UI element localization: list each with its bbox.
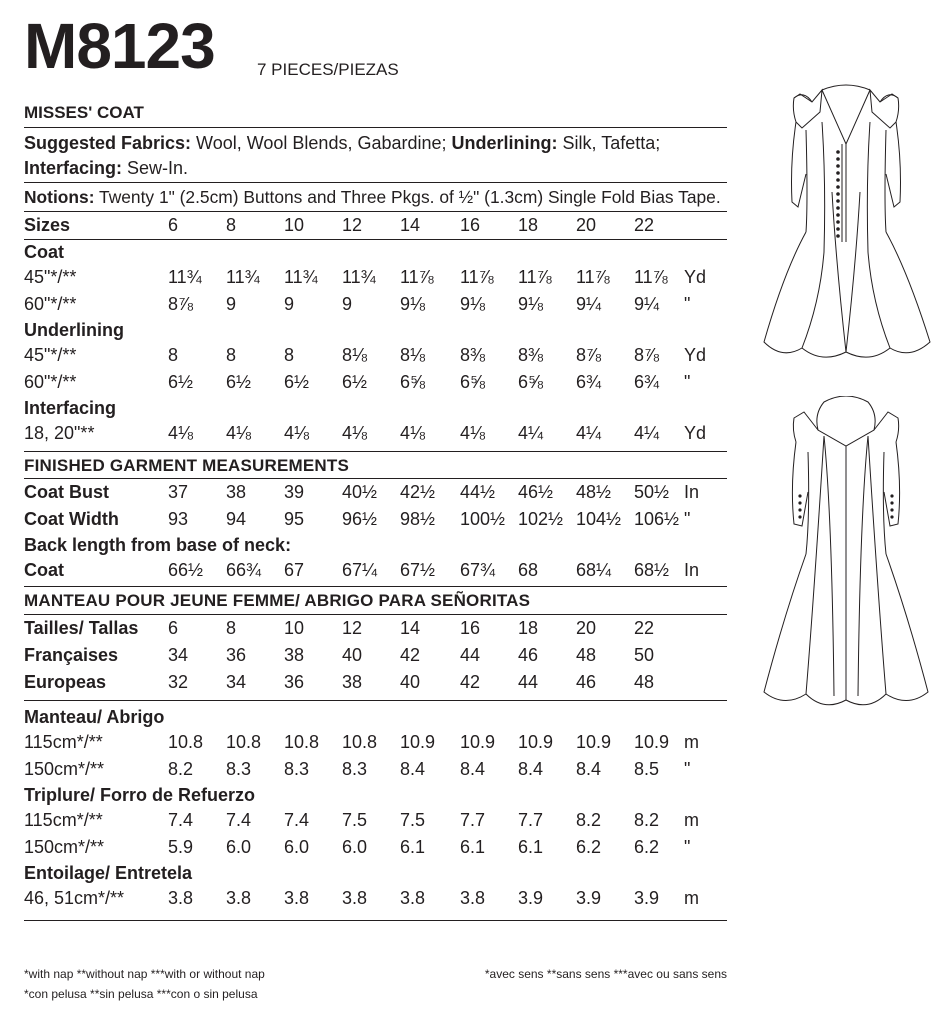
table-cell: 10.9 (518, 732, 554, 752)
table-cell: 6.0 (226, 837, 252, 857)
table-cell: 8 (226, 215, 237, 235)
row-label: Tailles/ Tallas (24, 618, 139, 638)
table-cell: 4¼ (518, 423, 544, 443)
unit-label: " (684, 294, 691, 314)
table-cell: 8.2 (168, 759, 194, 779)
table-cell: 7.4 (168, 810, 194, 830)
row-label: Françaises (24, 645, 119, 665)
table-cell: 106½ (634, 509, 680, 529)
row-label: Coat (24, 560, 64, 580)
row-label: 45"*/** (24, 345, 77, 365)
table-cell: 8⅞ (634, 345, 660, 365)
row-label: Coat Bust (24, 482, 109, 502)
table-cell: 67 (284, 560, 305, 580)
divider (24, 586, 727, 587)
finished-title: FINISHED GARMENT MEASUREMENTS (24, 456, 350, 475)
yardage-row (24, 369, 727, 396)
back-length-title: Back length from base of neck: (24, 535, 292, 555)
table-cell: 6.1 (460, 837, 486, 857)
garment-title: MISSES' COAT (24, 103, 144, 122)
piece-count: 7 PIECES/PIEZAS (257, 60, 399, 79)
table-cell: 6.0 (284, 837, 310, 857)
table-cell: 4¼ (576, 423, 602, 443)
table-cell: 7.7 (460, 810, 486, 830)
pattern-number: M8123 (24, 10, 215, 82)
table-cell: 8⅛ (342, 345, 368, 365)
table-cell: 3.8 (226, 888, 252, 908)
table-cell: 8⅛ (400, 345, 426, 365)
table-cell: 8.2 (576, 810, 602, 830)
unit-label: Yd (684, 423, 707, 443)
sizes-section (24, 212, 727, 239)
table-cell: 34 (168, 645, 189, 665)
table-cell: 9 (342, 294, 353, 314)
table-cell: 3.8 (400, 888, 426, 908)
table-cell: 7.4 (284, 810, 310, 830)
table-cell: 42 (400, 645, 421, 665)
yardage-row (24, 756, 727, 783)
table-cell: 44 (460, 645, 481, 665)
table-cell: 6.1 (400, 837, 426, 857)
table-cell: 6.0 (342, 837, 368, 857)
table-cell: 5.9 (168, 837, 194, 857)
table-cell: 3.8 (342, 888, 368, 908)
table-cell: 96½ (342, 509, 378, 529)
measurement-row (24, 506, 727, 533)
table-cell: 4⅛ (400, 423, 426, 443)
table-cell: 46 (518, 645, 539, 665)
size-row (24, 642, 727, 669)
table-cell: 10.8 (226, 732, 262, 752)
table-cell: 11⅞ (634, 267, 668, 287)
table-cell: 9⅛ (518, 294, 544, 314)
button-column (836, 150, 840, 238)
table-cell: 6¾ (576, 372, 602, 392)
row-label: 150cm*/** (24, 837, 105, 857)
table-cell: 50½ (634, 482, 670, 502)
table-cell: 9 (284, 294, 295, 314)
unit-label: " (684, 372, 691, 392)
table-cell: 36 (284, 672, 305, 692)
table-cell: 32 (168, 672, 189, 692)
fabrics-text: Wool, Wool Blends, Gabardine; (191, 133, 452, 153)
table-cell: 3.8 (284, 888, 310, 908)
yardage-row (24, 264, 727, 291)
unit-label: Yd (684, 267, 707, 287)
table-cell: 4⅛ (460, 423, 486, 443)
table-cell: 10.8 (342, 732, 378, 752)
table-cell: 8⅞ (168, 294, 194, 314)
row-label: 46, 51cm*/** (24, 888, 125, 908)
translated-sizes (24, 615, 727, 696)
table-cell: 6 (168, 215, 179, 235)
size-row (24, 615, 727, 642)
table-cell: 39 (284, 482, 305, 502)
table-cell: 9⅛ (400, 294, 426, 314)
table-cell: 8.5 (634, 759, 660, 779)
table-cell: 95 (284, 509, 305, 529)
table-cell: 6⅝ (518, 372, 544, 392)
table-cell: 4⅛ (342, 423, 368, 443)
table-cell: 6½ (342, 372, 368, 392)
table-cell: 11⅞ (460, 267, 494, 287)
table-cell: 37 (168, 482, 189, 502)
table-cell: 16 (460, 618, 481, 638)
table-cell: 3.8 (460, 888, 486, 908)
table-cell: 12 (342, 618, 363, 638)
interfacing-text: Sew-In. (122, 158, 189, 178)
unit-label: " (684, 509, 691, 529)
table-cell: 22 (634, 215, 655, 235)
table-cell: 38 (342, 672, 363, 692)
table-cell: 8.4 (518, 759, 544, 779)
group-title: Manteau/ Abrigo (24, 707, 165, 727)
table-cell: 8⅞ (576, 345, 602, 365)
footnote-english: *with nap **without nap ***with or without nap (24, 967, 265, 981)
table-cell: 10.8 (284, 732, 320, 752)
yardage-section (24, 240, 727, 447)
table-cell: 8.3 (226, 759, 252, 779)
table-cell: 38 (284, 645, 305, 665)
group-title: Underlining (24, 320, 124, 340)
table-cell: 10.8 (168, 732, 204, 752)
table-cell: 10.9 (460, 732, 496, 752)
table-cell: 67¾ (460, 560, 496, 580)
table-cell: 48 (576, 645, 597, 665)
unit-label: In (684, 560, 700, 580)
table-cell: 4¼ (634, 423, 660, 443)
table-cell: 10 (284, 618, 305, 638)
table-cell: 14 (400, 618, 421, 638)
table-cell: 11¾ (168, 267, 202, 287)
table-cell: 40 (342, 645, 363, 665)
unit-label: " (684, 837, 691, 857)
table-cell: 3.9 (576, 888, 602, 908)
yardage-row (24, 342, 727, 369)
row-label: Europeas (24, 672, 107, 692)
table-cell: 93 (168, 509, 189, 529)
table-cell: 16 (460, 215, 481, 235)
table-cell: 18 (518, 215, 539, 235)
table-cell: 8 (226, 345, 237, 365)
row-label: Coat Width (24, 509, 119, 529)
row-label: 60"*/** (24, 294, 77, 314)
table-cell: 6½ (226, 372, 252, 392)
table-cell: 10.9 (400, 732, 436, 752)
table-cell: 8.4 (576, 759, 602, 779)
coat-back-sketch (762, 396, 932, 714)
table-cell: 42 (460, 672, 481, 692)
table-cell: 7.4 (226, 810, 252, 830)
row-label: 115cm*/** (24, 810, 103, 830)
table-cell: 44 (518, 672, 539, 692)
table-cell: 8 (168, 345, 179, 365)
row-label: 60"*/** (24, 372, 77, 392)
table-cell: 6¾ (634, 372, 660, 392)
group-title: Coat (24, 242, 64, 262)
footnote-french: *avec sens **sans sens ***avec ou sans sens (484, 967, 727, 981)
table-cell: 67¼ (342, 560, 378, 580)
table-cell: 4⅛ (226, 423, 252, 443)
pattern-chart (24, 102, 727, 921)
table-cell: 4⅛ (284, 423, 310, 443)
table-cell: 9¼ (576, 294, 602, 314)
unit-label: " (684, 759, 691, 779)
table-cell: 6.1 (518, 837, 544, 857)
unit-label: m (684, 888, 699, 908)
table-cell: 46 (576, 672, 597, 692)
fabrics-line-1 (24, 132, 727, 154)
measurement-row (24, 479, 727, 506)
back-length-section (24, 557, 727, 584)
table-cell: 68¼ (576, 560, 612, 580)
yardage-row (24, 420, 727, 447)
table-cell: 10.9 (576, 732, 612, 752)
table-cell: 11⅞ (576, 267, 610, 287)
table-cell: 8.2 (634, 810, 660, 830)
group-title: Interfacing (24, 398, 117, 418)
unit-label: m (684, 810, 699, 830)
table-cell: 100½ (460, 509, 506, 529)
interfacing-label: Interfacing: (24, 158, 123, 178)
divider (24, 182, 727, 183)
yardage-row (24, 834, 727, 861)
table-cell: 11¾ (342, 267, 376, 287)
table-cell: 6⅝ (400, 372, 426, 392)
table-cell: 10.9 (634, 732, 670, 752)
group-title: Entoilage/ Entretela (24, 863, 193, 883)
translated-title: MANTEAU POUR JEUNE FEMME/ ABRIGO PARA SEÑORITAS (24, 591, 531, 610)
sizes-row (24, 212, 727, 239)
table-cell: 8.3 (342, 759, 368, 779)
table-cell: 66¾ (226, 560, 262, 580)
table-cell: 18 (518, 618, 539, 638)
measurement-row (24, 557, 727, 584)
table-cell: 42½ (400, 482, 436, 502)
table-cell: 6½ (168, 372, 194, 392)
table-cell: 44½ (460, 482, 496, 502)
metric-yardage (24, 701, 727, 912)
unit-label: In (684, 482, 700, 502)
table-cell: 94 (226, 509, 247, 529)
yardage-row (24, 885, 727, 912)
table-cell: 11¾ (284, 267, 318, 287)
table-cell: 3.9 (634, 888, 660, 908)
table-cell: 9¼ (634, 294, 660, 314)
table-cell: 34 (226, 672, 247, 692)
table-cell: 10 (284, 215, 305, 235)
table-cell: 20 (576, 618, 597, 638)
finished-measurements (24, 479, 727, 533)
table-cell: 6 (168, 618, 179, 638)
table-cell: 8⅜ (518, 345, 544, 365)
yardage-row (24, 807, 727, 834)
notions-line (24, 186, 727, 208)
table-cell: 8.3 (284, 759, 310, 779)
group-title: Triplure/ Forro de Refuerzo (24, 785, 256, 805)
table-cell: 9 (226, 294, 237, 314)
table-cell: 8.4 (460, 759, 486, 779)
row-label: 18, 20"** (24, 423, 95, 443)
underlining-label: Underlining: (451, 133, 558, 153)
table-cell: 66½ (168, 560, 204, 580)
table-cell: 8 (284, 345, 295, 365)
table-cell: 11⅞ (400, 267, 434, 287)
yardage-row (24, 729, 727, 756)
notions-text: Twenty 1" (2.5cm) Buttons and Three Pkgs. of ½" (1.3cm) Single Fold Bias Tape. (94, 187, 721, 207)
divider (24, 127, 727, 128)
unit-label: Yd (684, 345, 707, 365)
table-cell: 38 (226, 482, 247, 502)
row-label: Sizes (24, 215, 71, 235)
table-cell: 11¾ (226, 267, 260, 287)
table-cell: 6.2 (634, 837, 660, 857)
table-cell: 98½ (400, 509, 436, 529)
table-cell: 22 (634, 618, 655, 638)
table-cell: 3.9 (518, 888, 544, 908)
table-cell: 40½ (342, 482, 378, 502)
notions-label: Notions: (24, 187, 95, 207)
divider (24, 451, 727, 452)
table-cell: 46½ (518, 482, 554, 502)
size-row (24, 669, 727, 696)
table-cell: 48 (634, 672, 655, 692)
table-cell: 11⅞ (518, 267, 552, 287)
table-cell: 68½ (634, 560, 670, 580)
table-cell: 4⅛ (168, 423, 194, 443)
divider (24, 920, 727, 921)
row-label: 115cm*/** (24, 732, 103, 752)
table-cell: 9⅛ (460, 294, 486, 314)
yardage-row (24, 291, 727, 318)
table-cell: 102½ (518, 509, 564, 529)
footnotes (24, 964, 727, 1004)
underlining-text: Silk, Tafetta; (557, 133, 661, 153)
coat-front-sketch (762, 82, 932, 367)
table-cell: 50 (634, 645, 655, 665)
table-cell: 7.5 (342, 810, 368, 830)
table-cell: 8⅜ (460, 345, 486, 365)
table-cell: 8.4 (400, 759, 426, 779)
table-cell: 68 (518, 560, 539, 580)
table-cell: 3.8 (168, 888, 194, 908)
table-cell: 7.5 (400, 810, 426, 830)
row-label: 45"*/** (24, 267, 77, 287)
table-cell: 6.2 (576, 837, 602, 857)
table-cell: 6½ (284, 372, 310, 392)
table-cell: 67½ (400, 560, 436, 580)
fabrics-label: Suggested Fabrics: (24, 133, 192, 153)
table-cell: 104½ (576, 509, 622, 529)
table-cell: 20 (576, 215, 597, 235)
table-cell: 12 (342, 215, 363, 235)
table-cell: 36 (226, 645, 247, 665)
table-cell: 8 (226, 618, 237, 638)
table-cell: 48½ (576, 482, 612, 502)
unit-label: m (684, 732, 699, 752)
footnote-spanish: *con pelusa **sin pelusa ***con o sin pelusa (24, 987, 258, 1001)
row-label: 150cm*/** (24, 759, 105, 779)
table-cell: 14 (400, 215, 421, 235)
table-cell: 6⅝ (460, 372, 486, 392)
table-cell: 7.7 (518, 810, 544, 830)
table-cell: 40 (400, 672, 421, 692)
fabrics-line-2 (24, 157, 727, 179)
